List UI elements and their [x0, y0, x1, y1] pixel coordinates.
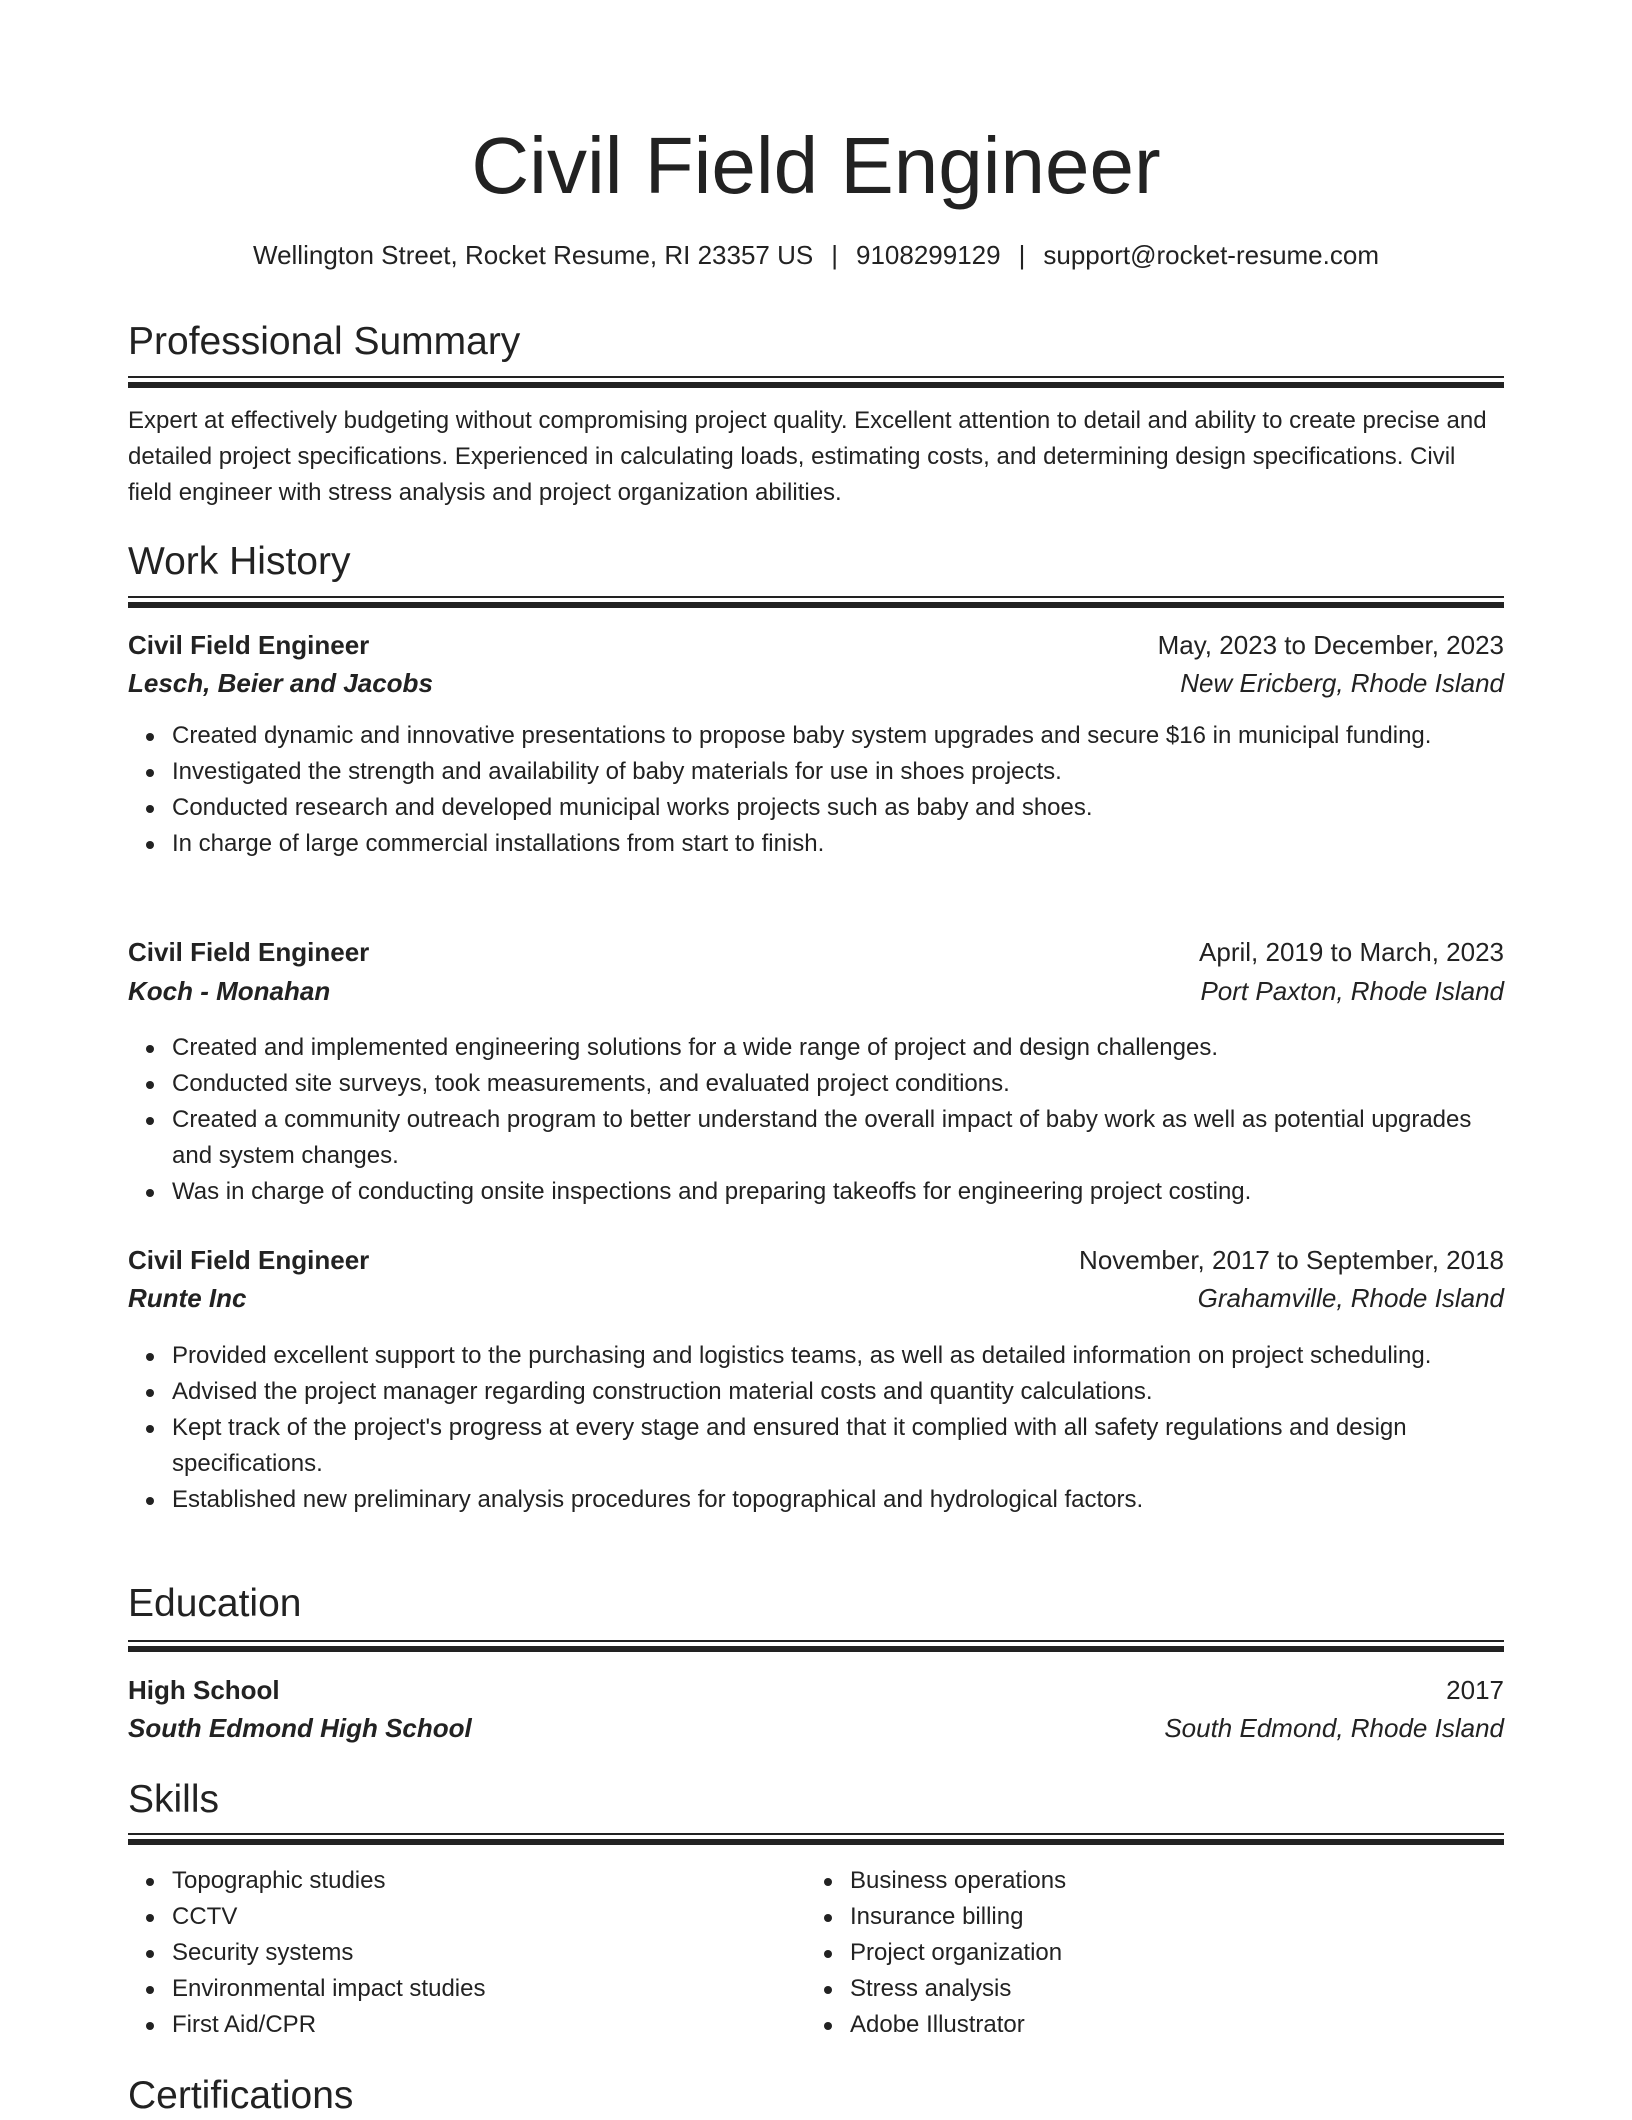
job-bullet: Provided excellent support to the purchasing and logistics teams, as well as detailed information on project scheduling. — [172, 1338, 1504, 1374]
skill-item: CCTV — [172, 1899, 808, 1935]
job-bullet: Investigated the strength and availability of baby materials for use in shoes projects. — [172, 754, 1504, 790]
job-bullet: Conducted site surveys, took measurements, and evaluated project conditions. — [172, 1066, 1504, 1102]
education-subheader — [128, 1710, 1504, 1746]
job-bullet: Was in charge of conducting onsite inspections and preparing takeoffs for engineering project costing. — [172, 1174, 1504, 1210]
section-divider — [128, 1833, 1504, 1847]
contact-line — [128, 238, 1504, 272]
job-header — [128, 934, 1504, 970]
education-year: 2017 — [1446, 1675, 1504, 1705]
skill-item: Topographic studies — [172, 1863, 808, 1899]
contact-phone: 9108299129 — [856, 240, 1001, 270]
job-company: Koch - Monahan — [128, 976, 331, 1006]
job-dates: May, 2023 to December, 2023 — [1157, 630, 1504, 660]
skills-list-left — [128, 1863, 808, 2043]
job-location: Grahamville, Rhode Island — [1197, 1283, 1504, 1313]
job-bullet: Created dynamic and innovative presentations to propose baby system upgrades and secure $16 in municipal funding. — [172, 718, 1504, 754]
education-location: South Edmond, Rhode Island — [1164, 1713, 1504, 1743]
skill-item: Stress analysis — [850, 1971, 1486, 2007]
job-bullet: Kept track of the project's progress at every stage and ensured that it complied with all safety regulations and design specifications. — [172, 1410, 1504, 1482]
section-divider — [128, 596, 1504, 610]
job-subheader — [128, 973, 1504, 1009]
section-divider — [128, 1640, 1504, 1654]
education-school: South Edmond High School — [128, 1713, 472, 1743]
section-title-skills: Skills — [128, 1778, 220, 1821]
skill-item: Security systems — [172, 1935, 808, 1971]
job-bullet: Created a community outreach program to better understand the overall impact of baby work as well as potential upgrades and system changes. — [172, 1102, 1504, 1174]
job-company: Runte Inc — [128, 1283, 247, 1313]
job-subheader — [128, 1280, 1504, 1316]
job-title: Civil Field Engineer — [128, 630, 370, 660]
section-title-education: Education — [128, 1582, 302, 1625]
job-location: New Ericberg, Rhode Island — [1180, 668, 1504, 698]
education-degree: High School — [128, 1675, 280, 1705]
job-bullet: Created and implemented engineering solutions for a wide range of project and design challenges. — [172, 1030, 1504, 1066]
job-header — [128, 1242, 1504, 1278]
candidate-name: Civil Field Engineer — [471, 121, 1161, 210]
skill-item: First Aid/CPR — [172, 2007, 808, 2043]
skill-item: Environmental impact studies — [172, 1971, 808, 2007]
job-bullet: Established new preliminary analysis procedures for topographical and hydrological factors. — [172, 1482, 1504, 1518]
summary-text: Expert at effectively budgeting without compromising project quality. Excellent attention to detail and ability to create precise and detailed project specifications. Experienced in calculating loads, estimating costs, and determining design specifications. Civil field engineer with stress analysis and project organization abilities. — [128, 407, 1487, 506]
skills-list-right — [806, 1863, 1486, 2043]
skill-item: Business operations — [850, 1863, 1486, 1899]
job-subheader — [128, 665, 1504, 701]
job-bullet: Advised the project manager regarding construction material costs and quantity calculations. — [172, 1374, 1504, 1410]
job-bullet: In charge of large commercial installations from start to finish. — [172, 826, 1504, 862]
education-header — [128, 1672, 1504, 1708]
job-bullets — [128, 1338, 1504, 1518]
section-title-work: Work History — [128, 540, 351, 583]
section-divider — [128, 376, 1504, 390]
job-header — [128, 627, 1504, 663]
job-dates: April, 2019 to March, 2023 — [1199, 937, 1504, 967]
skill-item: Adobe Illustrator — [850, 2007, 1486, 2043]
section-title-certifications: Certifications — [128, 2074, 354, 2117]
job-company: Lesch, Beier and Jacobs — [128, 668, 433, 698]
section-title-summary: Professional Summary — [128, 320, 521, 363]
job-bullets — [128, 1030, 1504, 1210]
job-bullets — [128, 718, 1504, 862]
skill-item: Project organization — [850, 1935, 1486, 1971]
job-dates: November, 2017 to September, 2018 — [1079, 1245, 1504, 1275]
job-title: Civil Field Engineer — [128, 937, 370, 967]
contact-separator: | — [1018, 240, 1026, 270]
contact-address: Wellington Street, Rocket Resume, RI 23357 US — [253, 240, 814, 270]
contact-separator: | — [831, 240, 838, 270]
job-title: Civil Field Engineer — [128, 1245, 370, 1275]
contact-email[interactable]: support@rocket-resume.com — [1043, 240, 1379, 270]
skill-item: Insurance billing — [850, 1899, 1486, 1935]
job-bullet: Conducted research and developed municipal works projects such as baby and shoes. — [172, 790, 1504, 826]
job-location: Port Paxton, Rhode Island — [1200, 976, 1504, 1006]
